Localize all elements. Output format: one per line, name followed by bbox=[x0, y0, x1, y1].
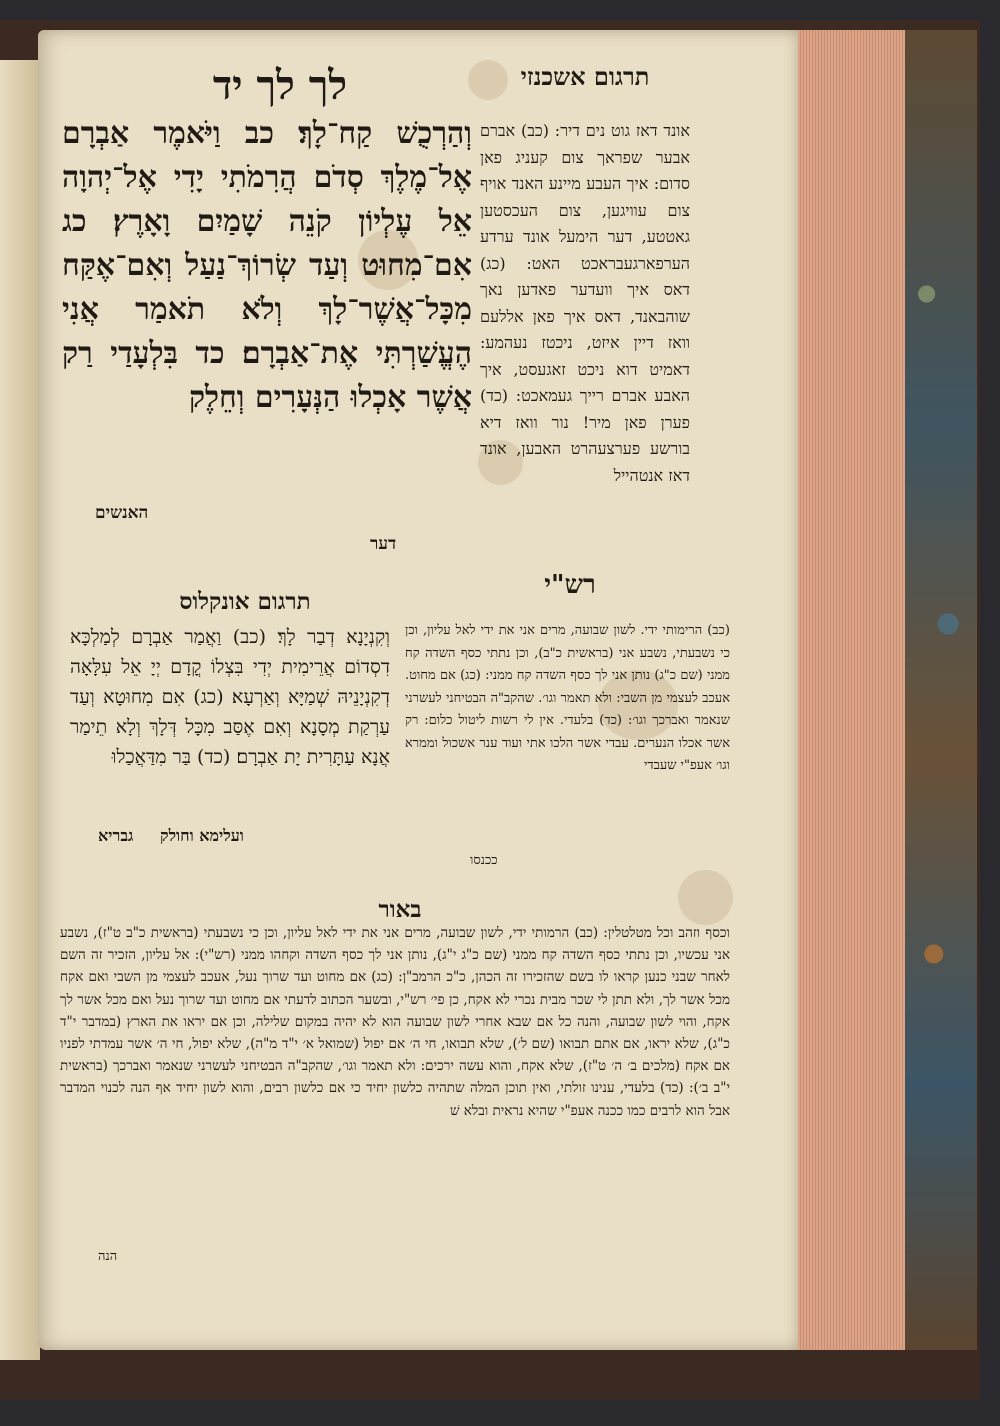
catchword-torah: האנשים bbox=[95, 503, 149, 523]
biur-text: וכסף וזהב וכל מטלטלין: (כב) הרמותי ידי, לשון שבועה, מרים אני את ידי לאל עליון, וכן כי נשבעתי (בראשית כ"ב ט"ז), נשבע אני עכשיו, וכן נתתי כסף השדה קח ממני (שם כ"ג י"ג), נותן אני לך כסף השדה וקחהו ממני (רש"י): אל עליון, הזכיר זה השם לאחר שבני כנען קראו לו בשם שהזכירו זה הכהן, כ"כ הרמב"ן: (כג) אם מחוט ועד שרוך נעל, אעכב לעצמי מן השבי ואם אקח מכל אשר לך, ולא תתן לי שכר מבית נכרי לא אקח, כן פי׳ רש"י, ובשער הכתוב לדעתי אם מחוט ועד שרוך נעל ואם מכל אשר לך אקח, והוי לשון שבועה, והנה כל אם שבא אחרי לשון שבועה הוא לא יהיה במקום שלילה, וכן אם יראו את הארץ (במדבר י"ד כ"ג), שלא יראו, אם אתם תבואו (שם ל׳), שלא תבואו, חי ה׳ אם יפול (שמואל א׳ י"ד מ"ה), שלא יפול, חי ה׳ אשר עמדתי לפניו אם אקח (מלכים ב׳ ה׳ ט"ז), שלא אקח, והוא עשה ירכים: ולא תאמר וגו׳, שהקב"ה הבטיחני לעשרני שנאמר ואברכך (בראשית י"ב ב׳): (כד) בלעדי, ענינו זולתי, ואין תוכן המלה שתהיה כלשון יחיד כי אם כלשון רבים, והוא לשון יחיד אף הנה לכנוי המדבר אבל הוא לרבים כמו ככנה אעפ"י שהיא נראית ובלא שׁ bbox=[60, 925, 730, 1119]
catchword-onkelos-left: גבריא bbox=[98, 826, 134, 845]
catchword-ashkenazi: דער bbox=[370, 534, 397, 554]
catchword-onkelos-right: ועלימא וחולק bbox=[160, 826, 244, 845]
onkelos-heading: תרגום אונקלוס bbox=[179, 588, 311, 615]
biur-heading: באור bbox=[378, 896, 422, 923]
catchword-biur: הנה bbox=[98, 1249, 118, 1264]
rashi-text: (כב) הרימותי ידי. לשון שבועה, מרים אני את ידי לאל עליון, וכן כי נשבעתי, נשבע אני (בראשית כ"ב), וכן נתתי כסף השדה קח ממני (שם כ"ג) נותן אני לך כסף השדה קח ממני: (כג) אם מחוט. אעכב לעצמי מן השבי: ולא תאמר וגו׳. שהקב"ה הבטיחני לעשרני שנאמר ואברכך וגו׳: (כד) בלעדי. אין לי רשות ליטול כלום: רק אשר אכלו הנערים. עבדי אשר הלכו אתי ועוד ענר אשכול וממרא וגו׳ אעפ"י שעבדי bbox=[405, 623, 730, 773]
onkelos-text: וְקִנְיָנָא דְבַר לָךְ׃ (כב) וַאֲמַר אַבְרָם לְמַלְכָּא דִסְדוֹם אֲרֵימִית יְדִי בִּצְלוֹ קֳדָם יְיָ אֵל עִלָּאָה דְקִנְיָנֵיהּ שְׁמַיָּא וְאַרְעָא׃ (כג) אִם מִחוּטָא וְעַד עַרְקַת מְסָנָא וְאִם אֶסַּב מִכָּל דְּלָךְ וְלָא תֵימַר אֲנָא עַתָּרִית יָת אַבְרָם׃ (כד) בַּר מִדַּאֲכַלוּ bbox=[70, 626, 390, 768]
running-head-left: לך לך יד bbox=[212, 62, 348, 109]
torah-text: וְהַרְכֻשׁ קַח־לָךְ׃ כב וַיֹּאמֶר אַבְרָם אֶל־מֶלֶךְ סְדֹם הֲרִמֹתִי יָדִי אֶל־יְהוָה אֵל עֶלְיוֹן קֹנֵה שָׁמַיִם וָאָרֶץ׃ כג אִם־מִחוּט וְעַד שְׂרוֹךְ־נַעַל וְאִם־אֶקַּח מִכָּל־אֲשֶׁר־לָךְ וְלֹא תֹאמַר אֲנִי הֶעֱשַׁרְתִּי אֶת־אַבְרָם׃ כד בִּלְעָדַי רַק אֲשֶׁר אָכְלוּ הַנְּעָרִים וְחֵלֶק bbox=[62, 116, 472, 415]
previous-page-edge bbox=[0, 60, 40, 1360]
catchword-rashi: ככנסו bbox=[470, 853, 498, 868]
rashi-heading: רש"י bbox=[544, 570, 596, 600]
ashkenazi-translation: אונד דאז גוט נים דיר: (כב) אברם אבער שפראך צום קעניג פאן סדום: איך העבע מיינע האנד אויף צום עוויגען, צום העכסטען גאטטע, דער הימעל אונד ערדע הערפארגעבראכט האט: (כג) דאס איך וועדער פאדען נאך שוהבאנד, דאס איך פאן אללעם וואז דיין איזט, ניכטז נעהמע: דאמיט דוא ניכט זאגעסט, איך האבע אברם רייך געמאכט: (כד) פערן פאן מיר! נור וואז דיא בורשע פערצעהרט האבען, אונד דאז אנטהייל bbox=[480, 121, 690, 485]
page-edges bbox=[790, 30, 912, 1350]
marbled-cover-edge bbox=[905, 30, 977, 1350]
running-head-right: תרגום אשכנזי bbox=[520, 62, 650, 91]
